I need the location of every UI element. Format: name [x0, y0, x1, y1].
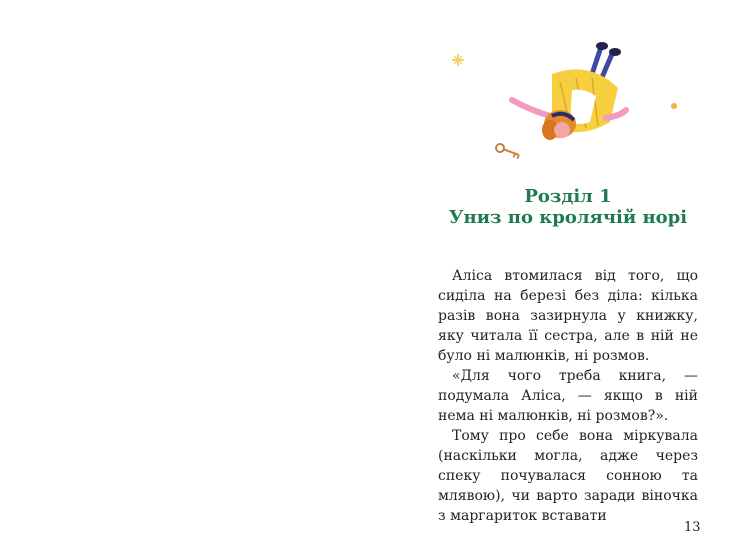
paragraph: Тому про себе вона міркувала (наскільки могла, адже через спеку почувалася сонною та млявою), чи варто заради віночка з маргариток вставати — [438, 428, 698, 524]
paragraph: Аліса втомилася від того, що сиділа на березі без діла: кілька разів вона зазирнула у книжку, яку читала її сестра, але в ній не було ні малюнків, ні розмов. — [438, 268, 698, 364]
sparkle-icon — [452, 54, 464, 66]
dot-icon — [671, 103, 677, 109]
key-icon — [495, 143, 520, 159]
page-number: 13 — [684, 520, 701, 535]
paragraph: «Для чого треба книга, — подумала Аліса, — якщо в ній нема ні малюнків, ні розмов?». — [438, 368, 698, 424]
chapter-title: Униз по кролячій норі — [448, 207, 688, 228]
chapter-text — [438, 266, 698, 526]
chapter-number: Розділ 1 — [524, 186, 612, 207]
falling-alice-illustration — [440, 30, 690, 170]
